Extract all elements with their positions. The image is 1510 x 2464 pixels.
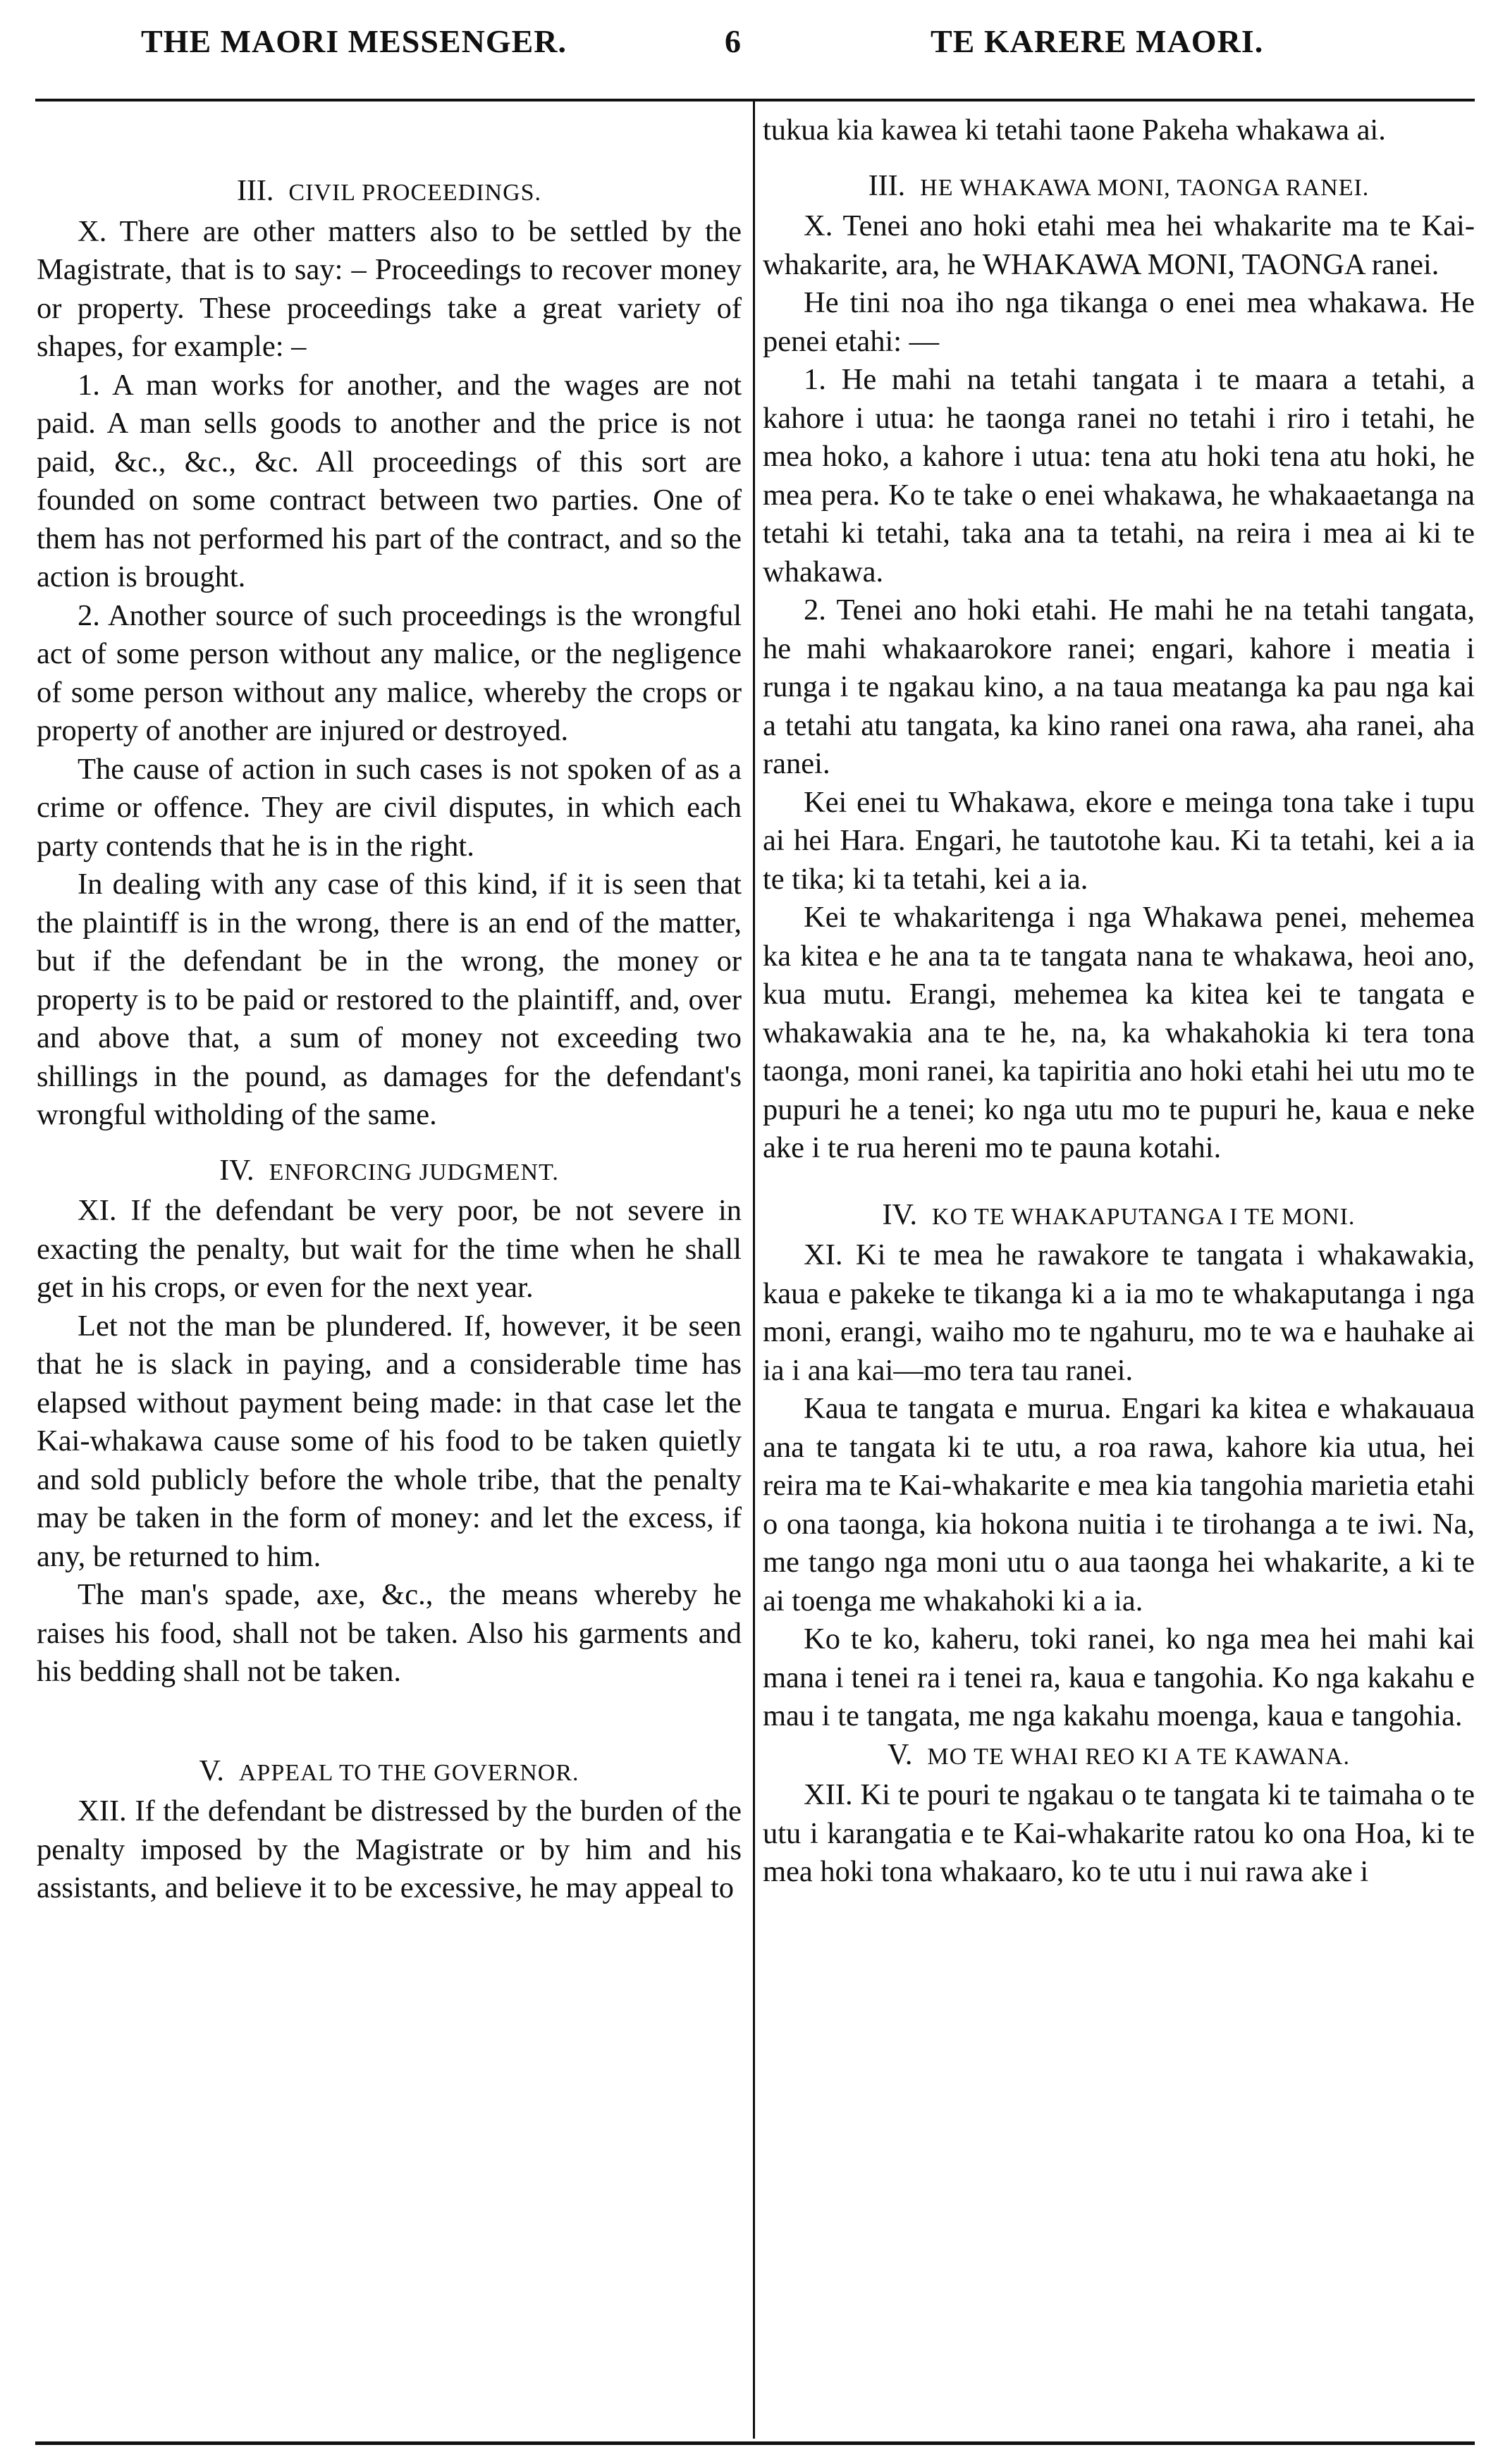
paragraph: tukua kia kawea ki tetahi taone Pakeha whakawa ai. <box>763 113 1386 147</box>
paragraph: XII. Ki te pouri te ngakau o te tangata ki te taimaha o te utu i karangatia e te Kai-whakarite ratou ko ona Hoa, ki te mea hoki tona whakaaro, ko te utu i nui rawa ake i <box>763 1778 1475 1888</box>
paragraph: In dealing with any case of this kind, if it is seen that the plaintiff is in the wrong, there is an end of the matter, but if the defendant be in the wrong, the money or property is to be paid or restored to the plaintiff, and, over and above that, a sum of money not exceeding two shillings in the pound, as damages for the defendant's wrongful witholding of the same. <box>37 868 742 1131</box>
section-heading: V. APPEAL TO THE GOVERNOR. <box>199 1754 579 1787</box>
section-heading: IV. KO TE WHAKAPUTANGA I TE MONI. <box>882 1198 1356 1231</box>
page-number: 6 <box>725 23 742 59</box>
header-rule <box>35 99 1475 101</box>
paragraph: XI. If the defendant be very poor, be not severe in exacting the penalty, but wait for the time when he shall get in his crops, or even for the next year. <box>37 1194 742 1304</box>
running-head <box>0 13 1510 76</box>
paragraph: 1. He mahi na tetahi tangata i te maara a tetahi, a kahore i utua: he taonga ranei no tetahi i riro i tetahi, he mea hoko, a kahore i utua: tena atu hoki tena atu hoki, he mea pera. Ko te take o enei whakawa, he whakaaetanga na tetahi ki tetahi, taka ana ta tetahi, na reira i mea ai ki te whakawa. <box>763 363 1475 589</box>
paragraph: 2. Another source of such proceedings is the wrongful act of some person without any malice, or the negligence of some person without any malice, whereby the crops or property of another are injured or destroyed. <box>37 598 742 747</box>
footer-rule <box>35 2441 1475 2445</box>
paragraph: Kei te whakaritenga i nga Whakawa penei, mehemea ka kitea e he ana ta te tangata nana te whakawa, heoi ano, kua mutu. Erangi, mehemea ka kitea kei te tangata e whakawakia ana te he, na, ka whakahokia ki tera tona taonga, moni ranei, ka tapiritia ano hoki etahi hei utu mo te pupuri he a tenei; ko nga utu mo te pupuri he, kaua e neke ake i te rua hereni mo te pauna kotahi. <box>763 901 1475 1164</box>
paragraph: XII. If the defendant be distressed by the burden of the penalty imposed by the Magistrate or by him and his assistants, and believe it to be excessive, he may appeal to <box>37 1794 742 1904</box>
english-column <box>37 111 742 2437</box>
column-divider <box>753 101 755 2439</box>
paragraph: 2. Tenei ano hoki etahi. He mahi he na tetahi tangata, he mahi whakaarokore ranei; engari, kahore i meatia i runga i te ngakau kino, a na taua meatanga ka pau nga kai a tetahi atu tangata, ka kino ranei ona rawa, aha ranei, aha ranei. <box>763 593 1475 780</box>
paragraph: XI. Ki te mea he rawakore te tangata i whakawakia, kaua e pakeke te tikanga ki a ia mo te whakaputanga i nga moni, erangi, waiho mo te ngahuru, mo te wa e hauhake ai ia i ana kai—mo tera tau ranei. <box>763 1238 1475 1387</box>
paragraph: The cause of action in such cases is not spoken of as a crime or offence. They are civil disputes, in which each party contends that he is in the right. <box>37 752 742 863</box>
paragraph: Kei enei tu Whakawa, ekore e meinga tona take i tupu ai hei Hara. Engari, he tautotohe kau. Ki ta tetahi, kei a ia te tika; ki ta tetahi, kei a ia. <box>763 785 1475 896</box>
paragraph: Kaua te tangata e murua. Engari ka kitea e whakauaua ana te tangata ki te utu, a roa rawa, kahore kia utua, hei reira ma te Kai-whakarite e mea kia tangohia marietia etahi o ona taonga, kia hokona nuitia i te tirohanga a te iwi. Na, me tango nga moni utu o aua taonga hei whakarite, a ki te ai toenga me whakahoki ki a ia. <box>763 1392 1475 1618</box>
paragraph: Let not the man be plundered. If, however, it be seen that he is slack in paying, and a considerable time has elapsed without payment being made: in that case let the Kai-whakawa cause some of his food to be taken quietly and sold publicly before the whole tribe, that the penalty may be taken in the form of money: and let the excess, if any, be returned to him. <box>37 1309 742 1573</box>
maori-masthead: TE KARERE MAORI. <box>931 23 1264 59</box>
english-masthead: THE MAORI MESSENGER. <box>141 23 567 59</box>
section-heading: V. MO TE WHAI REO KI A TE KAWANA. <box>887 1738 1350 1771</box>
paragraph: X. Tenei ano hoki etahi mea hei whakarite ma te Kai-whakarite, ara, he WHAKAWA MONI, TAONGA ranei. <box>763 209 1475 281</box>
section-heading: III. HE WHAKAWA MONI, TAONGA RANEI. <box>868 169 1370 202</box>
section-heading: III. CIVIL PROCEEDINGS. <box>236 175 542 207</box>
maori-column <box>763 111 1475 2437</box>
paragraph: Ko te ko, kaheru, toki ranei, ko nga mea hei mahi kai mana i tenei ra i tenei ra, kaua e tangohia. Ko nga kakahu e mau i te tangata, me nga kakahu moenga, kaua e tangohia. <box>763 1622 1475 1732</box>
paragraph: X. There are other matters also to be settled by the Magistrate, that is to say: – Proceedings to recover money or property. These proceedings take a great variety of shapes, for example: – <box>37 214 742 363</box>
section-heading: IV. ENFORCING JUDGMENT. <box>219 1154 559 1187</box>
paragraph: 1. A man works for another, and the wages are not paid. A man sells goods to another and the price is not paid, &c., &c., &c. All proceedings of this sort are founded on some contract between two parties. One of them has not performed his part of the contract, and so the action is brought. <box>37 368 742 593</box>
paragraph: The man's spade, axe, &c., the means whereby he raises his food, shall not be taken. Also his garments and his bedding shall not be taken. <box>37 1578 742 1688</box>
paragraph: He tini noa iho nga tikanga o enei mea whakawa. He penei etahi: — <box>763 286 1475 358</box>
